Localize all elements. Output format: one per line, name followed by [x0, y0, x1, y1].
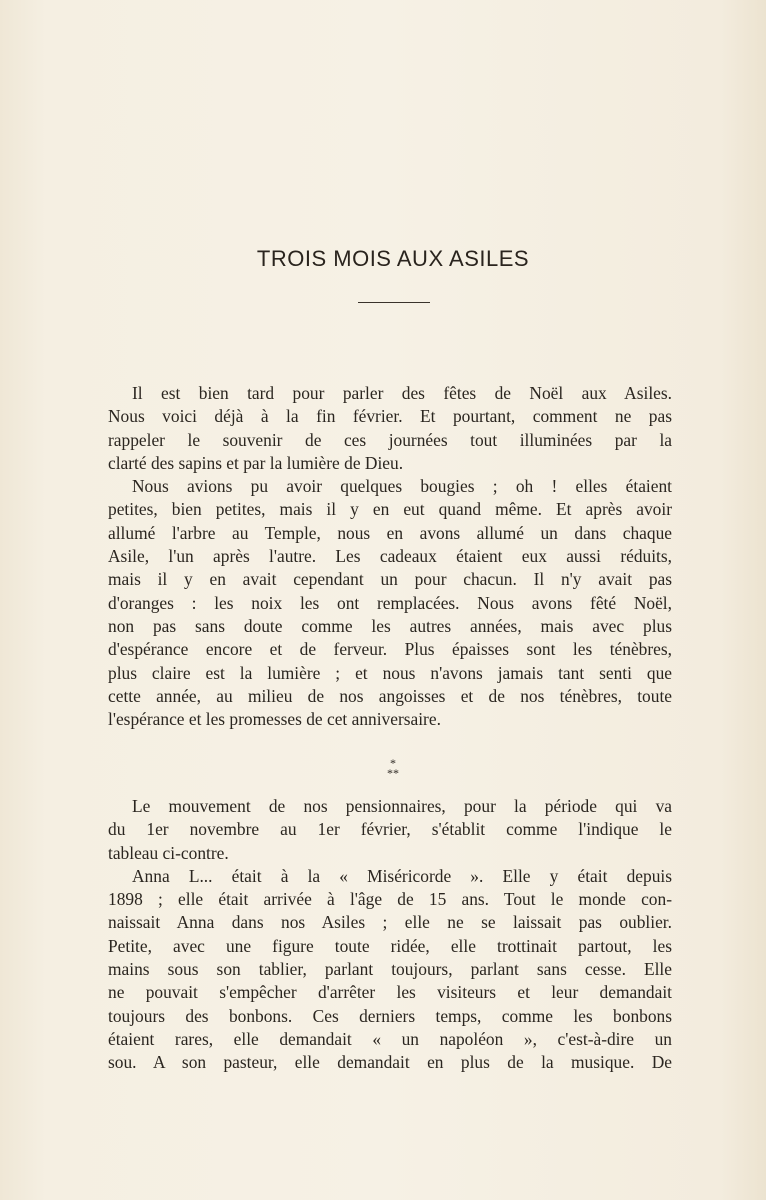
title-underline: [358, 302, 430, 303]
text-line: plus claire est la lumière ; et nous n'avons jamais tant senti que: [108, 662, 672, 683]
paragraph-2: [108, 475, 672, 731]
text-line: étaient rares, elle demandait « un napoléon », c'est-à-dire un: [108, 1028, 672, 1049]
text-line: clarté des sapins et par la lumière de Dieu.: [108, 452, 404, 473]
text-line: allumé l'arbre au Temple, nous en avons allumé un dans chaque: [108, 522, 672, 543]
text-line: petites, bien petites, mais il y en eut quand même. Et après avoir: [108, 499, 672, 520]
text-line: Le mouvement de nos pensionnaires, pour la période qui va: [132, 796, 672, 816]
text-line: Nous avions pu avoir quelques bougies ; oh ! elles étaient: [132, 476, 672, 497]
text-line: naissait Anna dans nos Asiles ; elle ne se laissait pas oublier.: [108, 912, 672, 933]
text-line: ne pouvait s'empêcher d'arrêter les visiteurs et leur demandait: [108, 982, 672, 1003]
text-line: Il est bien tard pour parler des fêtes de Noël aux Asiles.: [132, 383, 672, 403]
paragraph-3: [108, 795, 672, 865]
paragraph-1: [108, 382, 672, 475]
text-line: d'oranges : les noix les ont remplacées. Nous avons fêté Noël,: [108, 592, 672, 613]
text-line: Anna L... était à la « Miséricorde ». Elle y était depuis: [132, 865, 672, 886]
section-break-asterism: [0, 758, 766, 778]
asterism-top: *: [390, 756, 396, 770]
text-line: l'espérance et les promesses de cet anniversaire.: [108, 709, 441, 730]
text-line: Petite, avec une figure toute ridée, elle trottinait partout, les: [108, 935, 672, 956]
text-line: tableau ci-contre.: [108, 842, 229, 863]
text-line: sou. A son pasteur, elle demandait en plus de la musique. De: [108, 1052, 672, 1073]
text-line: mais il y en avait cependant un pour chacun. Il n'y avait pas: [108, 569, 672, 590]
text-line: toujours des bonbons. Ces derniers temps, comme les bonbons: [108, 1005, 672, 1026]
text-line: d'espérance encore et de ferveur. Plus épaisses sont les ténèbres,: [108, 639, 672, 660]
text-line: 1898 ; elle était arrivée à l'âge de 15 ans. Tout le monde con-: [108, 889, 672, 910]
paragraph-4: [108, 865, 672, 1075]
text-line: du 1er novembre au 1er février, s'établit comme l'indique le: [108, 819, 672, 840]
text-line: non pas sans doute comme les autres années, mais avec plus: [108, 615, 672, 636]
text-line: mains sous son tablier, parlant toujours, parlant sans cesse. Elle: [108, 959, 672, 980]
text-block-intro: [108, 382, 672, 731]
asterism-bottom: **: [387, 766, 399, 780]
text-line: Asile, l'un après l'autre. Les cadeaux étaient eux aussi réduits,: [108, 546, 672, 567]
document-title: TROIS MOIS AUX ASILES: [256, 246, 530, 271]
text-block-movement: [108, 795, 672, 1075]
text-line: Nous voici déjà à la fin février. Et pourtant, comment ne pas: [108, 406, 672, 427]
text-line: cette année, au milieu de nos angoisses et de nos ténèbres, toute: [108, 685, 672, 706]
text-line: rappeler le souvenir de ces journées tout illuminées par la: [108, 429, 672, 450]
